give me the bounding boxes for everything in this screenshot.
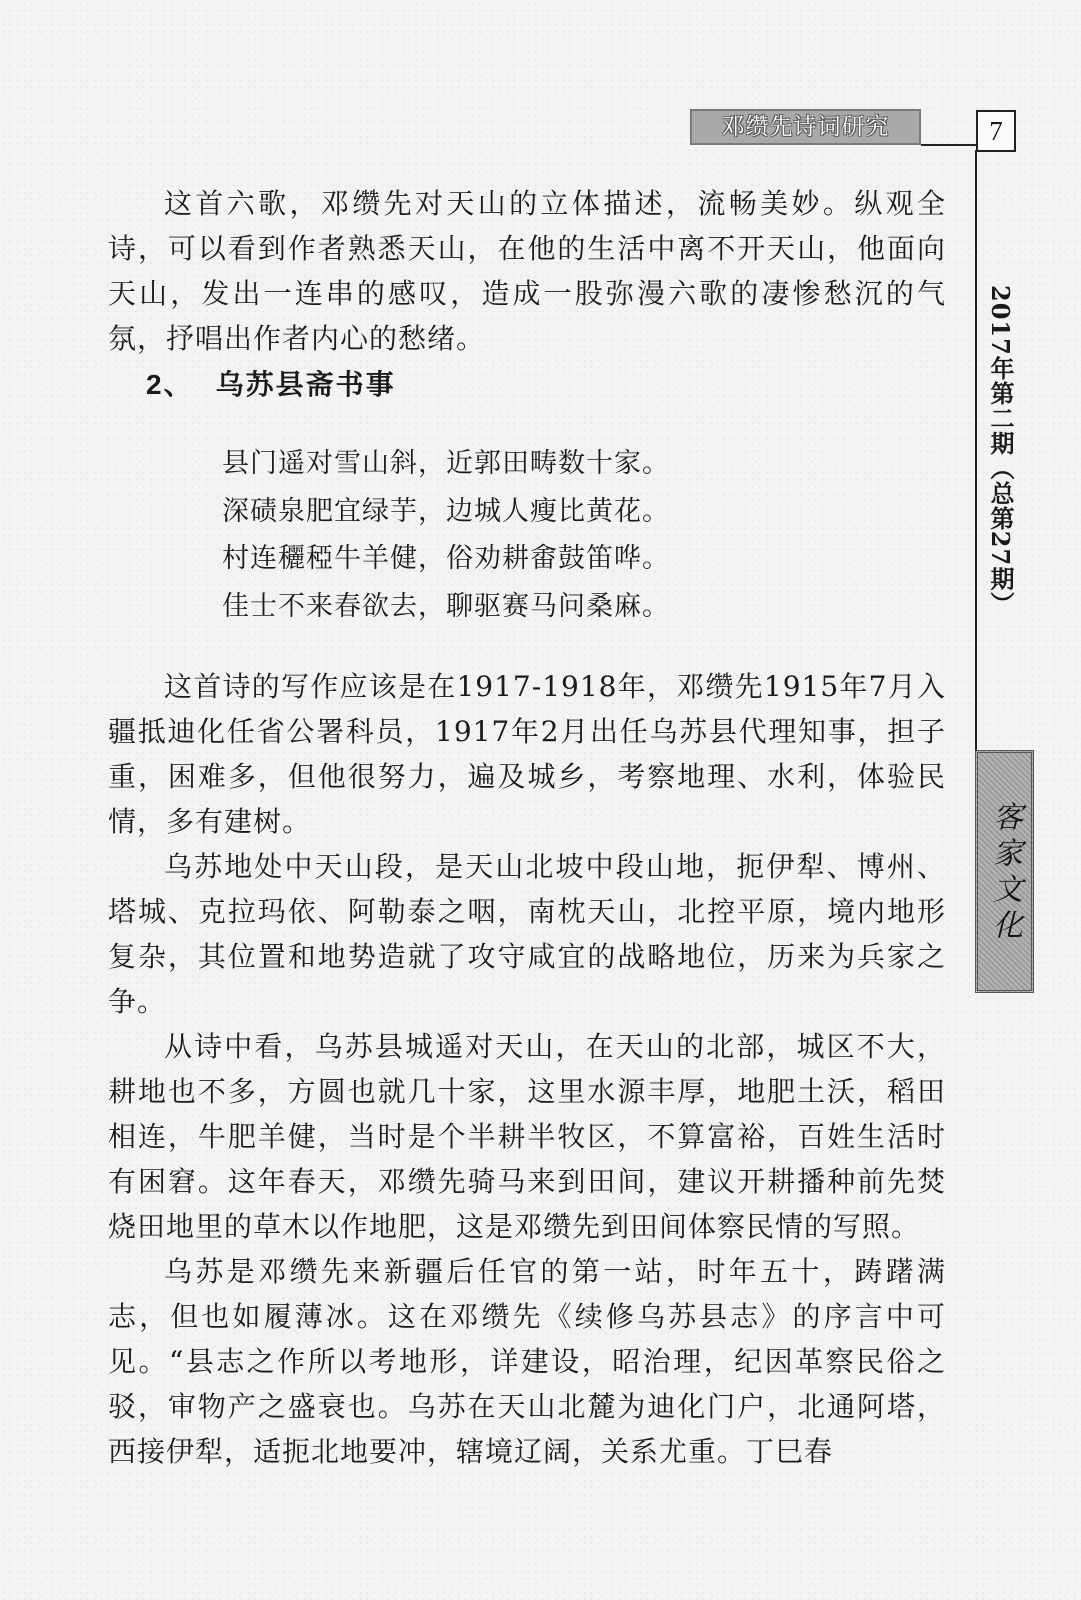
paragraph: 这首诗的写作应该是在1917-1918年，邓缵先1915年7月入疆抵迪化任省公署科员，1917年2月出任乌苏县代理知事，担子重，困难多，但他很努力，遍及城乡，考察地理、水利，体验民情，多有建树。 [108,670,946,838]
paragraph: 从诗中看，乌苏县城遥对天山，在天山的北部，城区不大，耕地也不多，方圆也就几十家，这里水源丰厚，地肥土沃，稻田相连，牛肥羊健，当时是个半耕半牧区，不算富裕，百姓生活时有困窘。这年春天，邓缵先骑马来到田间，建议开耕播种前先焚烧田地里的草木以作地肥，这是邓缵先到田间体察民情的写照。 [108,1030,946,1243]
issue-label: 2017年第二期（总第27期） [986,285,1015,617]
side-rule [975,150,977,750]
journal-logo [975,750,1034,993]
body-text [108,664,946,1474]
section-title: 乌苏县斋书事 [215,368,396,401]
poem-line: 深碛泉肥宜绿芋，边城人瘦比黄花。 [222,495,670,527]
poem-line: 佳士不来春欲去，聊驱赛马问桑麻。 [222,590,670,622]
poem-line: 县门遥对雪山斜，近郭田畴数十家。 [222,448,670,479]
header-rule [921,144,976,146]
poem [222,440,670,630]
poem-line: 村连穲稏牛羊健，俗劝耕畬鼓笛哗。 [222,543,670,574]
intro-paragraph: 这首六歌，邓缵先对天山的立体描述，流畅美妙。纵观全诗，可以看到作者熟悉天山，在他的生活中离不开天山，他面向天山，发出一连串的感叹，造成一股弥漫六歌的凄惨愁沉的气氛，抒唱出作者内心的愁绪。 [108,187,946,355]
journal-logo-text: 客家文化 [987,801,1022,945]
intro-block [108,181,946,361]
section-number: 2、 [146,369,194,400]
paragraph: 乌苏地处中天山段，是天山北坡中段山地，扼伊犁、博州、塔城、克拉玛依、阿勒泰之咽，南枕天山，北控平原，境内地形复杂，其位置和地势造就了攻守咸宜的战略地位，历来为兵家之争。 [108,850,946,1018]
section-heading [146,362,396,407]
column-title-banner: 邓缵先诗词研究 [690,109,921,145]
page-number: 7 [976,110,1016,152]
paragraph: 乌苏是邓缵先来新疆后任官的第一站，时年五十，踌躇满志，但也如履薄冰。这在邓缵先《续修乌苏县志》的序言中可见。“县志之作所以考地形，详建设，昭治理，纪因革察民俗之驳，审物产之盛衰也。乌苏在天山北麓为迪化门户，北通阿塔，西接伊犁，适扼北地要冲，辖境辽阔，关系尤重。丁巳春 [108,1255,946,1468]
